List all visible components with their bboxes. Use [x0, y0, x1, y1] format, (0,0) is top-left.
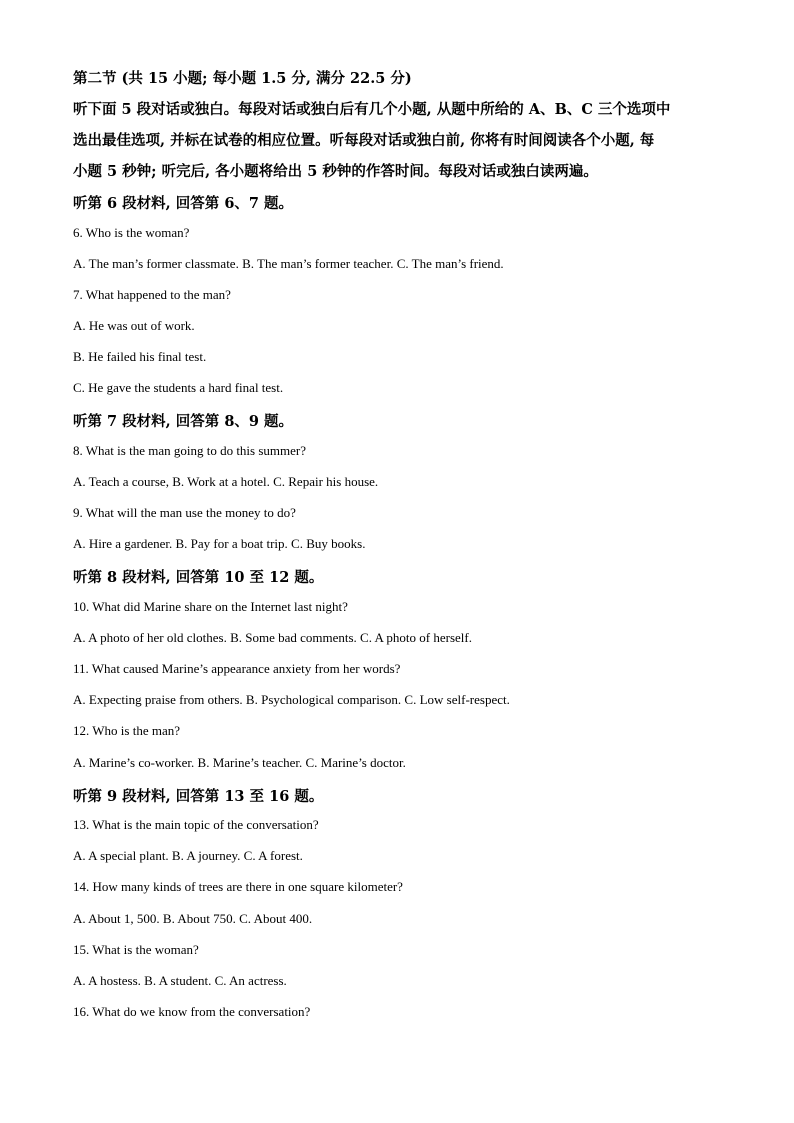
instruction-line: 小题 5 秒钟; 听完后, 各小题将给出 5 秒钟的作答时间。每段对话或独白读两遍。: [73, 163, 598, 180]
instruction-line: 选出最佳选项, 并标在试卷的相应位置。听每段对话或独白前, 你将有时间阅读各个小题, 每: [73, 132, 655, 149]
options-line: A. Marine’s co-worker. B. Marine’s teacher. C. Marine’s doctor.: [73, 755, 406, 770]
question-line: 9. What will the man use the money to do?: [73, 505, 296, 520]
question-line: 8. What is the man going to do this summer?: [73, 443, 307, 458]
instruction-line: 听下面 5 段对话或独白。每段对话或独白后有几个小题, 从题中所给的 A、B、C 三个选项中: [73, 101, 671, 118]
question-line: 13. What is the main topic of the conversation?: [73, 817, 319, 832]
options-line: A. A hostess. B. A student. C. An actress.: [73, 973, 287, 988]
options-line: A. Expecting praise from others. B. Psychological comparison. C. Low self-respect.: [73, 692, 510, 707]
options-line: A. The man’s former classmate. B. The man’s former teacher. C. The man’s friend.: [73, 256, 504, 271]
question-line: 14. How many kinds of trees are there in one square kilometer?: [73, 879, 403, 894]
options-line: A. Hire a gardener. B. Pay for a boat trip. C. Buy books.: [73, 536, 366, 551]
question-line: 15. What is the woman?: [73, 942, 199, 957]
question-line: 16. What do we know from the conversation?: [73, 1004, 311, 1019]
question-line: 6. Who is the woman?: [73, 225, 190, 240]
group-heading: 听第 9 段材料, 回答第 13 至 16 题。: [73, 788, 324, 805]
question-line: 11. What caused Marine’s appearance anxiety from her words?: [73, 661, 401, 676]
options-line: A. A special plant. B. A journey. C. A forest.: [73, 848, 303, 863]
section-title: 第二节 (共 15 小题; 每小题 1.5 分, 满分 22.5 分): [73, 70, 412, 87]
question-line: 12. Who is the man?: [73, 723, 180, 738]
question-line: 10. What did Marine share on the Internet last night?: [73, 599, 348, 614]
options-line: C. He gave the students a hard final test.: [73, 380, 284, 395]
question-line: 7. What happened to the man?: [73, 287, 231, 302]
group-heading: 听第 7 段材料, 回答第 8、9 题。: [73, 413, 294, 430]
options-line: B. He failed his final test.: [73, 349, 207, 364]
group-heading: 听第 8 段材料, 回答第 10 至 12 题。: [73, 569, 324, 586]
options-line: A. A photo of her old clothes. B. Some bad comments. C. A photo of herself.: [73, 630, 472, 645]
options-line: A. Teach a course, B. Work at a hotel. C. Repair his house.: [73, 474, 379, 489]
options-line: A. About 1, 500. B. About 750. C. About 400.: [73, 911, 313, 926]
group-heading: 听第 6 段材料, 回答第 6、7 题。: [73, 195, 294, 212]
options-line: A. He was out of work.: [73, 318, 195, 333]
